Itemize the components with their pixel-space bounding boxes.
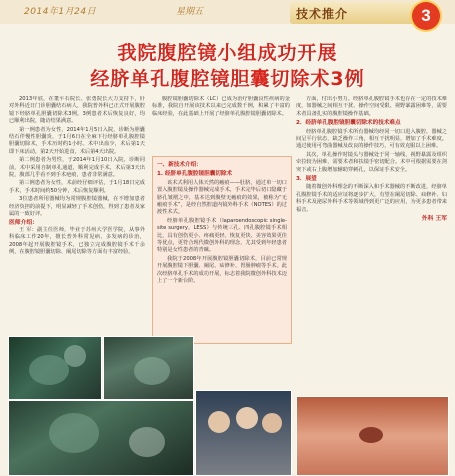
postoperative-incision-photo <box>296 396 449 476</box>
section-title: 技术推介 <box>296 7 349 21</box>
paragraph: 其次，单孔操作时镜头与器械处于同一轴线，视野暴露及组织牵拉较为困难，需要术者和扶镜手密切配合。术中可根据需要在剑突下或右上腹增加辅助穿刺孔，以保证手术安全。 <box>296 151 447 173</box>
team-photo <box>195 390 292 476</box>
section-heading: 2．经脐单孔腹腔镜胆囊切除术的技术难点 <box>296 120 401 127</box>
issue-date: 2014年1月24日 <box>24 7 97 17</box>
box-subtitle: 1. 经脐单孔腹腔镜胆囊切除术 <box>157 171 233 178</box>
paragraph: 该术式利用人体天然的瘢痕——肚脐，通过单一切口置入腹腔镜及操作器械完成手术，手术完毕后切口隐藏于脐孔皱褶之中，基本达到腹壁无瘢痕的效果，被称为“无瘢痕手术”，是经自然腔道内镜外科手术（NOTES）的过渡性术式。 <box>157 179 287 216</box>
operating-room-photo <box>8 400 194 476</box>
paragraph: 方面，付出小努力。经脐单孔腹腔镜手术也存在一定的技术难度，如器械之间相互干扰、操作空间受限、视野暴露困难等，需要术者具备扎实的腹腔镜操作基础。 <box>296 96 447 117</box>
article-column-3 <box>296 96 447 394</box>
paragraph: 随着微创外科理念的不断深入和手术器械的不断改进，经脐单孔腹腔镜手术的适应证将逐步扩大，有望在阑尾切除、疝修补、妇科手术及泌尿外科手术等领域得到更广泛的应用，为更多患者带来福音。 <box>296 184 447 213</box>
page-number-badge: 3 <box>412 2 440 30</box>
paragraph: 经脐单孔腹腔镜手术所有器械均经同一切口进入腹腔，器械之间呈平行状态，缺乏操作三角，相互干扰明显，增加了手术难度。通过使用可弯曲器械及改良的操作技巧，可有效克服以上困难。 <box>296 128 447 150</box>
issue-weekday: 星期五 <box>176 7 204 17</box>
doctor-intro-heading: 医师介绍： <box>9 219 38 226</box>
author-byline: 外科 王军 <box>421 216 447 223</box>
headline-line-2: 经脐单孔腹腔镜胆囊切除术3例 <box>90 68 365 90</box>
paragraph: 腹腔镜胆囊切除术（LC）已成为治疗胆囊良性疾病的金标准，我院自开展该技术以来已完成数千例，积累了丰富的临床经验，在此基础上开展了经脐单孔腹腔镜胆囊切除术。 <box>152 96 290 117</box>
surgery-photo-2 <box>103 336 194 400</box>
paragraph: 第二例患者为男性，于2014年1月10日入院，诊断同前，术中采用自制单孔通道，顺利完成手术，术后第3天出院，腹部几乎看不到手术疤痕，患者非常满意。 <box>9 157 145 179</box>
paragraph: 我院于2008年开展腹腔镜胆囊切除术，目前已常规开展腹腔镜下胆囊、阑尾、疝修补、胃肠肿瘤等手术。此次经脐单孔手术的成功开展，标志着我院微创外科技术迈上了一个新台阶。 <box>157 255 287 285</box>
paragraph: 3位患者所用器械均为常规腹腔镜器械，在不增加患者经济负担的前提下，明显减轻了手术创伤，得到了患者及家属的一致好评。 <box>9 196 145 218</box>
surgery-photo-1 <box>8 336 102 400</box>
section-heading: 3．展望 <box>296 176 317 183</box>
box-title: 一、新技术介绍： <box>157 162 202 168</box>
doctor-intro-text: 王 军：副主任医师，毕业于苏州大学医学院，从事外科临床工作20年，擅长普外科常见病、多发病的诊治，2008年起开展腹腔镜手术，已独立完成腹腔镜手术千余例，在腹腔镜胆囊切除、阑尾切除等方面有丰富经验。 <box>9 226 145 256</box>
paragraph: 2013年底，在董平石院长、张勇院长大力支持下，针对外科近日门诊胆囊结石病人，我院普外科已正式开展腹腔镜下经脐单孔胆囊切除术3例。3例患者术后恢复良好，均已顺利出院，随访结果满意。 <box>9 96 145 125</box>
tech-intro-box <box>152 156 292 344</box>
paragraph: 第三例患者为女性，术前经仔细评估，于1月18日完成手术，手术时间约50分钟，术后恢复顺利。 <box>9 180 145 194</box>
headline-line-1: 我院腹腔镜小组成功开展 <box>117 42 338 64</box>
paragraph: 第一例患者为女性，2014年1月5日入院，诊断为胆囊结石伴慢性胆囊炎，于1月6日在全麻下行经脐单孔腹腔镜胆囊切除术，手术历时约1小时。术中出血少，术后第1天即下床活动，第2天开始进食，术后第4天出院。 <box>9 126 145 155</box>
paragraph: 经脐单孔腹腔镜手术（laparoendoscopic single-site surgery，LESS）与传统三孔、四孔腹腔镜手术相比，具有创伤更小、疼痛更轻、恢复更快、美容效果更佳等优点，更符合现代微创外科的理念，尤其受到年轻患者特别是女性患者的青睐。 <box>157 217 287 254</box>
article-column-1 <box>9 96 145 320</box>
